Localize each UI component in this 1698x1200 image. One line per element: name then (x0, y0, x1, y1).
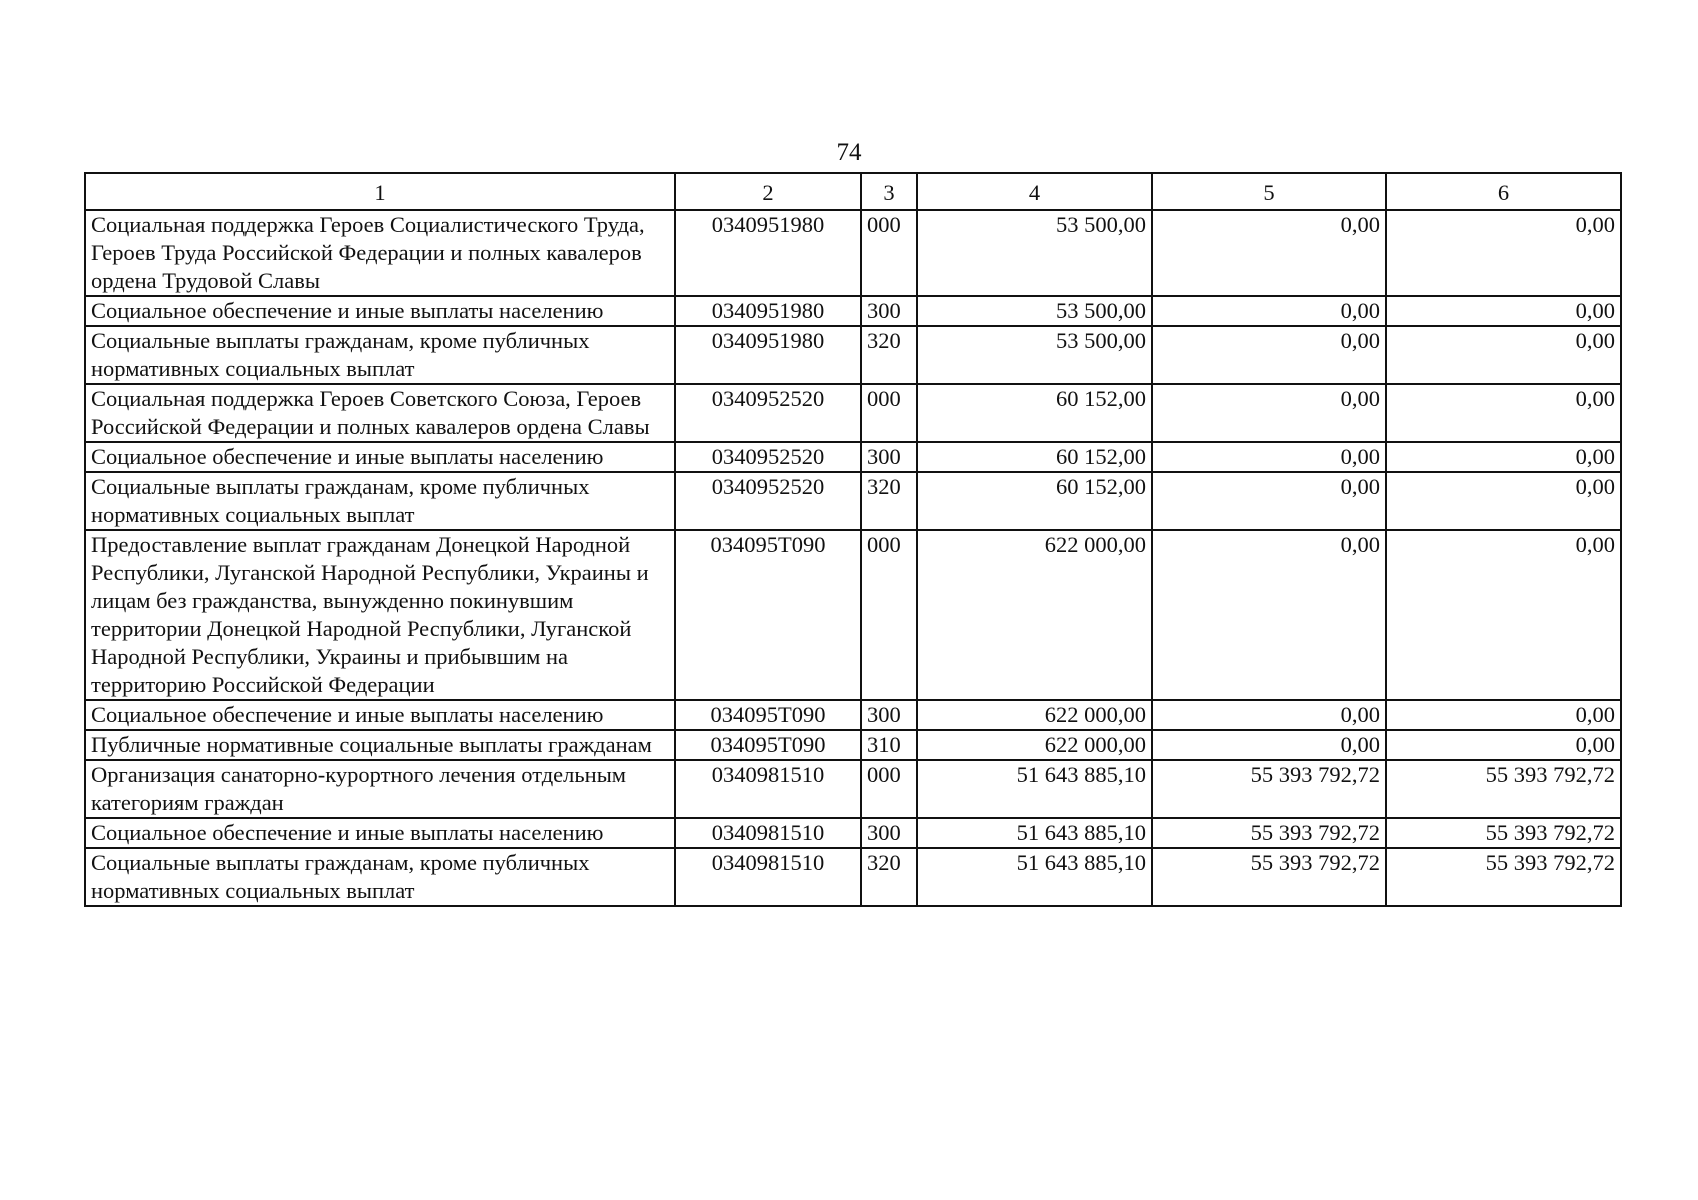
row-amount-col6: 0,00 (1386, 472, 1621, 530)
row-name: Предоставление выплат гражданам Донецкой Народной Республики, Луганской Народной Республики, Украины и лицам без гражданства, вынужденно покинувшим территории Донецкой Народной Республики, Луганской Народной Республики, Украины и прибывшим на территорию Российской Федерации (85, 530, 675, 700)
row-amount-col6: 0,00 (1386, 384, 1621, 442)
row-target-code: 034095T090 (675, 530, 861, 700)
row-name: Социальные выплаты гражданам, кроме публичных нормативных социальных выплат (85, 326, 675, 384)
row-target-code: 0340951980 (675, 210, 861, 296)
row-amount-col6: 55 393 792,72 (1386, 760, 1621, 818)
table-row (85, 442, 1621, 472)
row-name: Социальная поддержка Героев Социалистического Труда, Героев Труда Российской Федерации и полных кавалеров ордена Трудовой Славы (85, 210, 675, 296)
table-row (85, 700, 1621, 730)
row-target-code: 0340951980 (675, 296, 861, 326)
row-amount-col4: 53 500,00 (917, 296, 1152, 326)
row-name: Социальные выплаты гражданам, кроме публичных нормативных социальных выплат (85, 848, 675, 906)
row-amount-col4: 51 643 885,10 (917, 818, 1152, 848)
table-row (85, 760, 1621, 818)
row-expense-type: 320 (861, 848, 917, 906)
row-amount-col5: 55 393 792,72 (1152, 848, 1386, 906)
row-expense-type: 320 (861, 326, 917, 384)
row-amount-col4: 622 000,00 (917, 730, 1152, 760)
row-amount-col5: 0,00 (1152, 530, 1386, 700)
row-expense-type: 300 (861, 296, 917, 326)
row-amount-col6: 55 393 792,72 (1386, 848, 1621, 906)
row-name: Социальное обеспечение и иные выплаты населению (85, 442, 675, 472)
row-expense-type: 000 (861, 384, 917, 442)
table-row (85, 296, 1621, 326)
row-expense-type: 000 (861, 760, 917, 818)
row-name: Социальное обеспечение и иные выплаты населению (85, 818, 675, 848)
row-target-code: 0340952520 (675, 442, 861, 472)
row-expense-type: 310 (861, 730, 917, 760)
row-expense-type: 300 (861, 442, 917, 472)
row-amount-col5: 0,00 (1152, 296, 1386, 326)
row-amount-col5: 0,00 (1152, 730, 1386, 760)
row-amount-col6: 0,00 (1386, 210, 1621, 296)
column-header-1: 1 (85, 173, 675, 210)
row-amount-col6: 0,00 (1386, 530, 1621, 700)
row-amount-col6: 0,00 (1386, 730, 1621, 760)
column-header-4: 4 (917, 173, 1152, 210)
row-amount-col4: 622 000,00 (917, 530, 1152, 700)
table-row (85, 472, 1621, 530)
row-target-code: 0340952520 (675, 384, 861, 442)
row-target-code: 0340981510 (675, 818, 861, 848)
row-name: Социальное обеспечение и иные выплаты населению (85, 296, 675, 326)
row-amount-col5: 0,00 (1152, 442, 1386, 472)
row-amount-col6: 0,00 (1386, 700, 1621, 730)
table-body (85, 210, 1621, 906)
row-amount-col6: 55 393 792,72 (1386, 818, 1621, 848)
table-row (85, 848, 1621, 906)
row-amount-col5: 55 393 792,72 (1152, 760, 1386, 818)
row-amount-col6: 0,00 (1386, 442, 1621, 472)
row-amount-col4: 51 643 885,10 (917, 760, 1152, 818)
row-amount-col6: 0,00 (1386, 326, 1621, 384)
row-name: Социальные выплаты гражданам, кроме публичных нормативных социальных выплат (85, 472, 675, 530)
page-number: 74 (836, 139, 862, 166)
row-target-code: 0340981510 (675, 848, 861, 906)
row-target-code: 0340952520 (675, 472, 861, 530)
row-amount-col6: 0,00 (1386, 296, 1621, 326)
column-header-6: 6 (1386, 173, 1621, 210)
table-row (85, 818, 1621, 848)
row-amount-col4: 53 500,00 (917, 326, 1152, 384)
row-amount-col5: 0,00 (1152, 210, 1386, 296)
table-row (85, 730, 1621, 760)
column-header-2: 2 (675, 173, 861, 210)
row-expense-type: 300 (861, 700, 917, 730)
row-amount-col4: 60 152,00 (917, 472, 1152, 530)
row-amount-col4: 53 500,00 (917, 210, 1152, 296)
row-amount-col4: 60 152,00 (917, 384, 1152, 442)
row-name: Публичные нормативные социальные выплаты гражданам (85, 730, 675, 760)
row-amount-col5: 55 393 792,72 (1152, 818, 1386, 848)
row-amount-col4: 622 000,00 (917, 700, 1152, 730)
column-header-3: 3 (861, 173, 917, 210)
table-row (85, 326, 1621, 384)
table-header (85, 173, 1621, 210)
row-amount-col5: 0,00 (1152, 472, 1386, 530)
row-target-code: 034095T090 (675, 730, 861, 760)
row-expense-type: 320 (861, 472, 917, 530)
budget-table (84, 172, 1622, 907)
row-expense-type: 000 (861, 210, 917, 296)
column-header-5: 5 (1152, 173, 1386, 210)
row-name: Организация санаторно-курортного лечения отдельным категориям граждан (85, 760, 675, 818)
row-amount-col5: 0,00 (1152, 384, 1386, 442)
row-target-code: 034095T090 (675, 700, 861, 730)
row-expense-type: 000 (861, 530, 917, 700)
row-amount-col5: 0,00 (1152, 326, 1386, 384)
table-row (85, 384, 1621, 442)
row-target-code: 0340981510 (675, 760, 861, 818)
row-expense-type: 300 (861, 818, 917, 848)
row-amount-col4: 51 643 885,10 (917, 848, 1152, 906)
table-row (85, 530, 1621, 700)
row-name: Социальное обеспечение и иные выплаты населению (85, 700, 675, 730)
row-target-code: 0340951980 (675, 326, 861, 384)
row-name: Социальная поддержка Героев Советского Союза, Героев Российской Федерации и полных кавалеров ордена Славы (85, 384, 675, 442)
table-row (85, 210, 1621, 296)
row-amount-col5: 0,00 (1152, 700, 1386, 730)
row-amount-col4: 60 152,00 (917, 442, 1152, 472)
column-number-row (85, 173, 1621, 210)
